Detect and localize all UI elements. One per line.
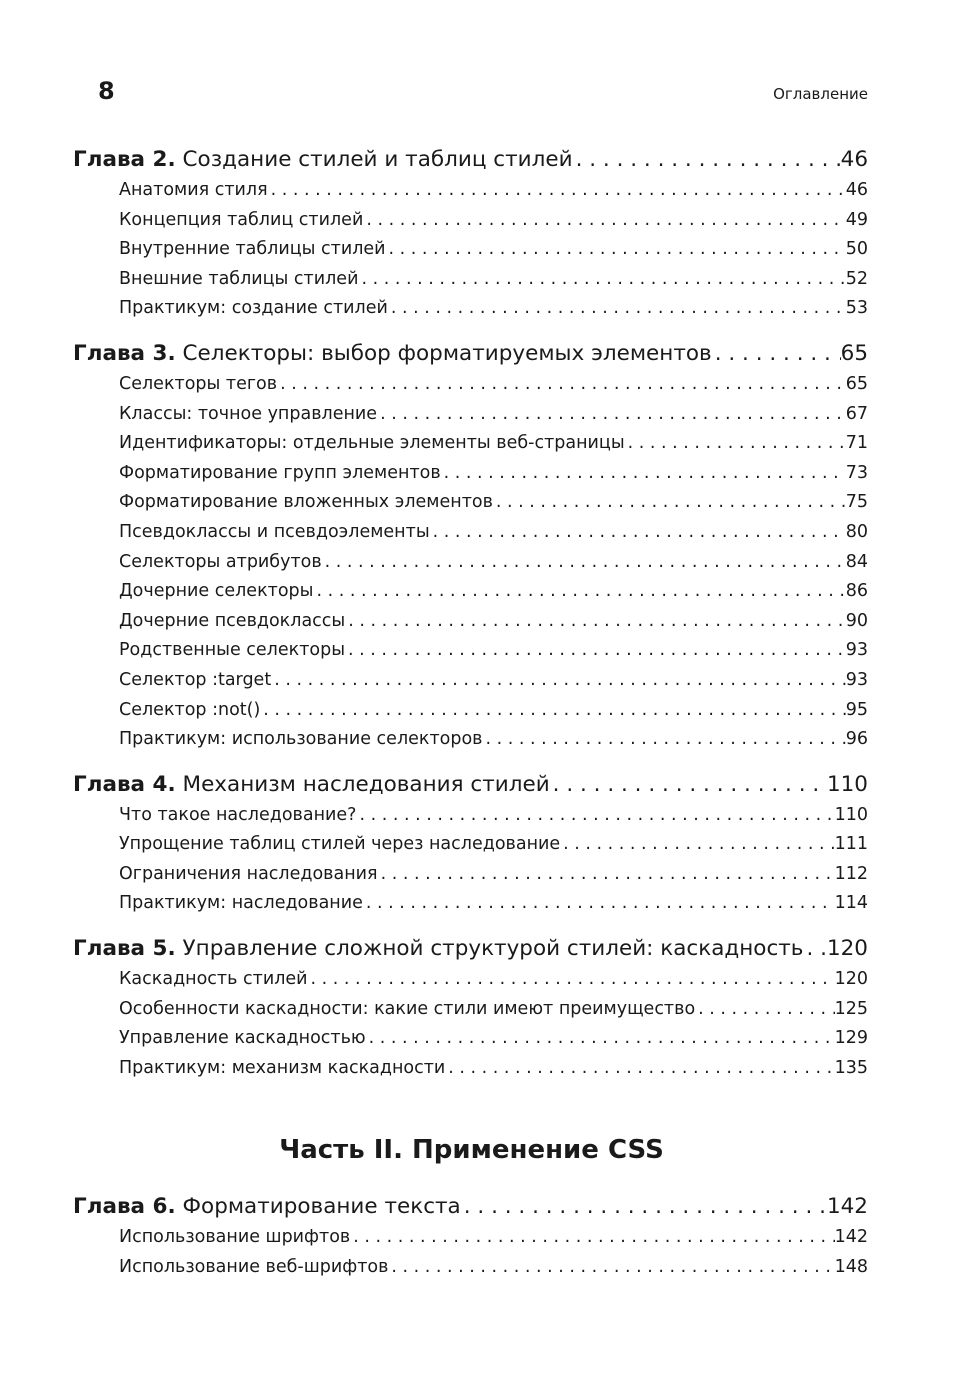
chapter-title: Форматирование текста bbox=[182, 1194, 461, 1220]
section-page-number: 114 bbox=[834, 893, 868, 914]
toc-section-entry[interactable] bbox=[73, 429, 868, 459]
dot-leader bbox=[271, 666, 846, 696]
toc-chapter bbox=[73, 338, 868, 755]
section-page-number: 148 bbox=[834, 1257, 868, 1278]
dot-leader bbox=[493, 488, 846, 518]
toc-section-entry[interactable] bbox=[73, 801, 868, 831]
section-page-number: 110 bbox=[834, 804, 868, 825]
toc-section-entry[interactable] bbox=[73, 725, 868, 755]
chapter-heading bbox=[73, 769, 550, 801]
section-page-number: 86 bbox=[845, 581, 868, 602]
section-title: Практикум: использование селекторов bbox=[119, 729, 483, 750]
section-page-number: 93 bbox=[845, 640, 868, 661]
running-head: Оглавление bbox=[773, 85, 868, 103]
chapter-label: Глава 3. bbox=[73, 340, 176, 366]
chapter-label: Глава 5. bbox=[73, 936, 176, 962]
section-title: Анатомия стиля bbox=[119, 180, 268, 200]
toc-section-entry[interactable] bbox=[73, 400, 868, 430]
chapter-page-number: 65 bbox=[840, 340, 868, 366]
toc-section-entry[interactable] bbox=[73, 176, 868, 206]
section-title: Использование веб-шрифтов bbox=[119, 1257, 389, 1278]
chapter-label: Глава 4. bbox=[73, 771, 176, 797]
dot-leader bbox=[268, 176, 846, 206]
section-page-number: 67 bbox=[845, 403, 868, 424]
section-title: Ограничения наследования bbox=[119, 863, 378, 884]
section-page-number: 65 bbox=[845, 373, 868, 394]
toc-section-entry[interactable] bbox=[73, 294, 868, 324]
dot-leader bbox=[550, 769, 827, 801]
dot-leader bbox=[388, 294, 846, 324]
section-page-number: 71 bbox=[845, 433, 868, 454]
section-title: Родственные селекторы bbox=[119, 640, 346, 661]
dot-leader bbox=[430, 518, 846, 548]
dot-leader bbox=[313, 577, 845, 607]
section-page-number: 95 bbox=[845, 699, 868, 720]
toc-chapter bbox=[73, 933, 868, 1083]
dot-leader bbox=[366, 1024, 835, 1054]
section-title: Управление каскадностью bbox=[119, 1028, 366, 1049]
section-page-number: 53 bbox=[845, 298, 868, 319]
section-title: Дочерние селекторы bbox=[119, 581, 314, 602]
section-page-number: 84 bbox=[845, 551, 868, 572]
toc-section-entry[interactable] bbox=[73, 1253, 868, 1283]
section-title: Концепция таблиц стилей bbox=[119, 209, 364, 230]
toc-section-entry[interactable] bbox=[73, 889, 868, 919]
chapter-label: Глава 2. bbox=[73, 147, 176, 172]
toc-section-entry[interactable] bbox=[73, 995, 868, 1025]
dot-leader bbox=[803, 933, 826, 965]
section-title: Упрощение таблиц стилей через наследование bbox=[119, 834, 561, 855]
section-title: Особенности каскадности: какие стили имеют преимущество bbox=[119, 998, 696, 1019]
dot-leader bbox=[308, 965, 835, 995]
toc-section-entry[interactable] bbox=[73, 860, 868, 890]
toc-chapter-entry[interactable] bbox=[73, 144, 868, 176]
chapter-title: Селекторы: выбор форматируемых элементов bbox=[182, 340, 712, 366]
toc-section-entry[interactable] bbox=[73, 548, 868, 578]
section-title: Дочерние псевдоклассы bbox=[119, 610, 346, 631]
dot-leader bbox=[345, 607, 845, 637]
section-page-number: 96 bbox=[845, 729, 868, 750]
section-page-number: 46 bbox=[845, 180, 868, 200]
dot-leader bbox=[322, 548, 846, 578]
dot-leader bbox=[695, 995, 834, 1025]
dot-leader bbox=[358, 265, 845, 295]
dot-leader bbox=[388, 1253, 834, 1283]
section-page-number: 75 bbox=[845, 492, 868, 513]
dot-leader bbox=[378, 860, 835, 890]
section-page-number: 80 bbox=[845, 521, 868, 542]
toc-section-entry[interactable] bbox=[73, 235, 868, 265]
toc-section-entry[interactable] bbox=[73, 206, 868, 236]
chapter-title: Механизм наследования стилей bbox=[182, 771, 550, 797]
toc-chapter-entry[interactable] bbox=[73, 338, 868, 370]
section-title: Внутренние таблицы стилей bbox=[119, 239, 386, 260]
toc-section-entry[interactable] bbox=[73, 459, 868, 489]
section-title: Классы: точное управление bbox=[119, 403, 378, 424]
section-title: Форматирование вложенных элементов bbox=[119, 492, 493, 513]
chapter-heading bbox=[73, 1191, 461, 1223]
section-page-number: 135 bbox=[834, 1057, 868, 1078]
section-page-number: 129 bbox=[834, 1028, 868, 1049]
chapter-page-number: 142 bbox=[826, 1194, 868, 1220]
toc-chapter-entry[interactable] bbox=[73, 769, 868, 801]
section-page-number: 111 bbox=[834, 834, 868, 855]
toc-section-entry[interactable] bbox=[73, 830, 868, 860]
part-heading: Часть II. Применение CSS bbox=[279, 1135, 664, 1166]
chapter-page-number: 120 bbox=[826, 936, 868, 962]
section-page-number: 120 bbox=[834, 969, 868, 990]
section-title: Селекторы атрибутов bbox=[119, 551, 322, 572]
toc-section-entry[interactable] bbox=[73, 518, 868, 548]
dot-leader bbox=[573, 144, 841, 176]
section-title: Что такое наследование? bbox=[119, 804, 357, 825]
section-page-number: 93 bbox=[845, 669, 868, 690]
chapter-heading bbox=[73, 933, 803, 965]
toc-chapter-entry[interactable] bbox=[73, 1191, 868, 1223]
section-title: Селектор :target bbox=[119, 669, 272, 690]
chapter-page-number: 46 bbox=[840, 147, 868, 172]
toc-chapter bbox=[73, 769, 868, 919]
toc-section-entry[interactable] bbox=[73, 636, 868, 666]
dot-leader bbox=[445, 1054, 834, 1084]
chapter-label: Глава 6. bbox=[73, 1194, 176, 1220]
toc-section-entry[interactable] bbox=[73, 607, 868, 637]
toc-section-entry[interactable] bbox=[73, 1024, 868, 1054]
section-page-number: 90 bbox=[845, 610, 868, 631]
toc-section-entry[interactable] bbox=[73, 696, 868, 726]
chapter-heading bbox=[73, 338, 712, 370]
toc-section-entry[interactable] bbox=[73, 370, 868, 400]
section-title: Форматирование групп элементов bbox=[119, 462, 441, 483]
dot-leader bbox=[350, 1223, 834, 1253]
dot-leader bbox=[625, 429, 846, 459]
section-page-number: 73 bbox=[845, 462, 868, 483]
dot-leader bbox=[377, 400, 846, 430]
dot-leader bbox=[277, 370, 846, 400]
chapters-before-part bbox=[73, 144, 868, 1083]
dot-leader bbox=[560, 830, 834, 860]
toc-section-entry[interactable] bbox=[73, 666, 868, 696]
toc-section-entry[interactable] bbox=[73, 265, 868, 295]
toc-section-entry[interactable] bbox=[73, 488, 868, 518]
page-number: 8 bbox=[98, 77, 115, 105]
section-title: Внешние таблицы стилей bbox=[119, 268, 359, 289]
toc-section-entry[interactable] bbox=[73, 1223, 868, 1253]
dot-leader bbox=[386, 235, 846, 265]
dot-leader bbox=[363, 889, 835, 919]
section-title: Использование шрифтов bbox=[119, 1227, 351, 1248]
section-title: Идентификаторы: отдельные элементы веб-страницы bbox=[119, 433, 625, 454]
section-title: Практикум: механизм каскадности bbox=[119, 1057, 446, 1078]
section-title: Псевдоклассы и псевдоэлементы bbox=[119, 521, 430, 542]
chapters-after-part bbox=[73, 1191, 868, 1282]
section-title: Селекторы тегов bbox=[119, 373, 278, 394]
table-of-contents bbox=[73, 144, 868, 1297]
section-title: Практикум: наследование bbox=[119, 893, 363, 914]
chapter-heading bbox=[73, 144, 573, 176]
toc-chapter bbox=[73, 144, 868, 324]
toc-section-entry[interactable] bbox=[73, 1054, 868, 1084]
toc-chapter-entry[interactable] bbox=[73, 933, 868, 965]
section-page-number: 142 bbox=[834, 1227, 868, 1248]
section-title: Селектор :not() bbox=[119, 699, 261, 720]
section-page-number: 49 bbox=[845, 209, 868, 230]
toc-section-entry[interactable] bbox=[73, 965, 868, 995]
section-page-number: 52 bbox=[845, 268, 868, 289]
dot-leader bbox=[441, 459, 846, 489]
section-title: Каскадность стилей bbox=[119, 969, 308, 990]
toc-chapter bbox=[73, 1191, 868, 1282]
dot-leader bbox=[483, 725, 846, 755]
dot-leader bbox=[356, 801, 834, 831]
section-page-number: 125 bbox=[834, 998, 868, 1019]
section-page-number: 112 bbox=[834, 863, 868, 884]
chapter-page-number: 110 bbox=[826, 771, 868, 797]
dot-leader bbox=[712, 338, 841, 370]
chapter-title: Управление сложной структурой стилей: каскадность bbox=[182, 936, 804, 962]
dot-leader bbox=[345, 636, 846, 666]
chapter-title: Создание стилей и таблиц стилей bbox=[182, 147, 573, 172]
dot-leader bbox=[260, 696, 845, 726]
section-title: Практикум: создание стилей bbox=[119, 298, 388, 319]
section-page-number: 50 bbox=[845, 239, 868, 260]
dot-leader bbox=[363, 206, 845, 236]
dot-leader bbox=[461, 1191, 827, 1223]
toc-section-entry[interactable] bbox=[73, 577, 868, 607]
